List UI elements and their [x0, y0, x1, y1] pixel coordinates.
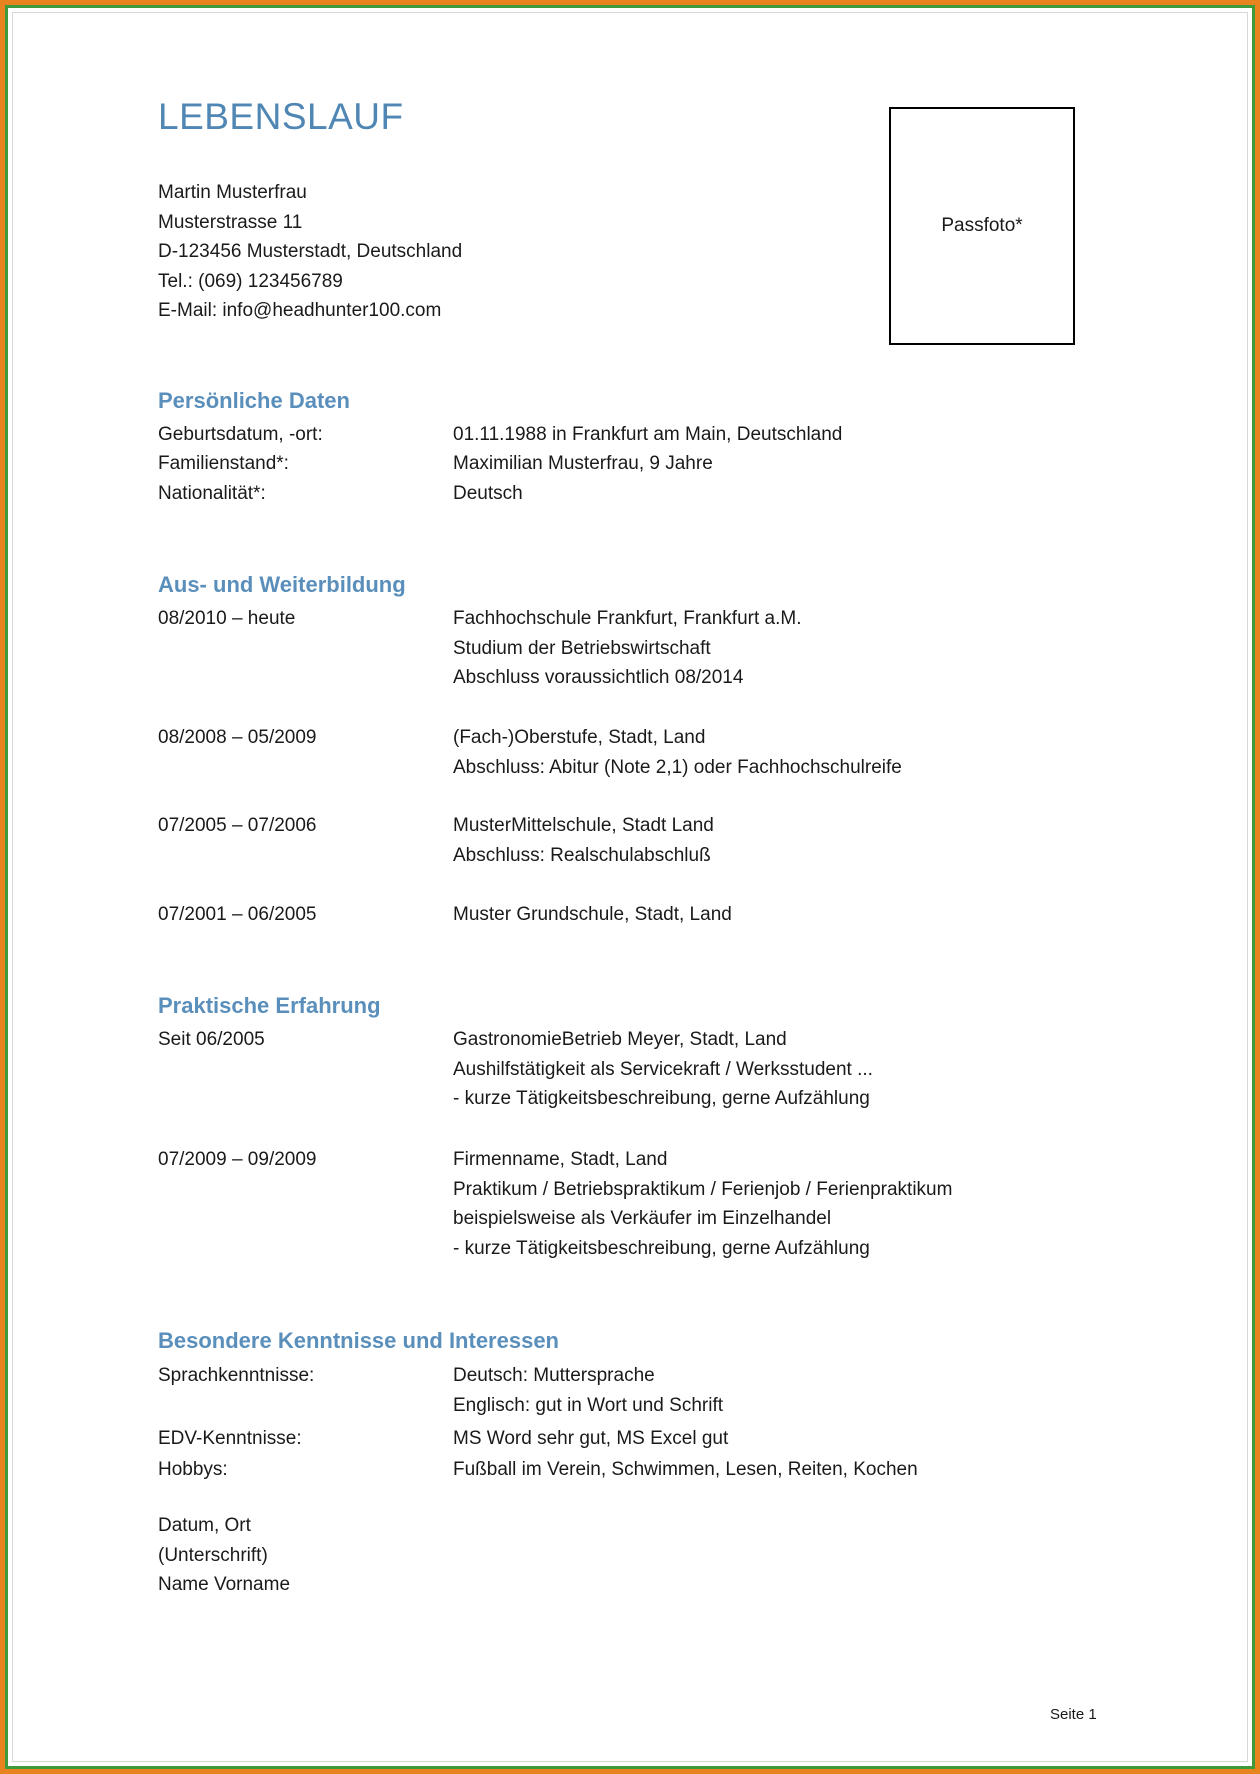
section-title-skills: Besondere Kenntnisse und Interessen — [158, 1328, 559, 1353]
document-title: LEBENSLAUF — [158, 96, 404, 137]
contact-block — [158, 178, 462, 326]
contact-phone: Tel.: (069) 123456789 — [158, 270, 343, 292]
row-line: GastronomieBetrieb Meyer, Stadt, Land — [453, 1029, 787, 1050]
row-label: 08/2010 – heute — [158, 608, 296, 629]
row-label: Seit 06/2005 — [158, 1029, 265, 1050]
row-line: (Fach-)Oberstufe, Stadt, Land — [453, 727, 706, 748]
signature-date-place: Datum, Ort — [158, 1515, 251, 1536]
row-value — [453, 900, 732, 930]
row-label: 07/2009 – 09/2009 — [158, 1149, 317, 1170]
row-line: - kurze Tätigkeitsbeschreibung, gerne Aufzählung — [453, 1237, 870, 1259]
row-value — [453, 449, 713, 479]
row-line: Praktikum / Betriebspraktikum / Ferienjob / Ferienpraktikum — [453, 1178, 953, 1200]
row-label: 07/2005 – 07/2006 — [158, 815, 317, 836]
row-value — [453, 1424, 728, 1454]
section-title-personal: Persönliche Daten — [158, 388, 350, 413]
row-line: Muster Grundschule, Stadt, Land — [453, 904, 732, 925]
row-label: 07/2001 – 06/2005 — [158, 904, 317, 925]
row-line: Aushilfstätigkeit als Servicekraft / Werksstudent ... — [453, 1058, 873, 1080]
row-line: MS Word sehr gut, MS Excel gut — [453, 1428, 729, 1449]
contact-street: Musterstrasse 11 — [158, 211, 303, 233]
row-value — [453, 1145, 952, 1263]
row-value — [453, 604, 801, 693]
row-value — [453, 420, 842, 450]
row-line: Firmenname, Stadt, Land — [453, 1149, 668, 1170]
section-title-education: Aus- und Weiterbildung — [158, 572, 406, 597]
contact-email: E-Mail: info@headhunter100.com — [158, 300, 442, 321]
row-line: Studium der Betriebswirtschaft — [453, 637, 711, 659]
row-line: Englisch: gut in Wort und Schrift — [453, 1394, 723, 1416]
row-line: Maximilian Musterfrau, 9 Jahre — [453, 453, 713, 474]
row-label: Geburtsdatum, -ort: — [158, 424, 323, 445]
row-line: Abschluss: Abitur (Note 2,1) oder Fachhochschulreife — [453, 756, 902, 778]
page-number: Seite 1 — [1050, 1706, 1097, 1723]
row-label: EDV-Kenntnisse: — [158, 1428, 302, 1449]
signature-block — [158, 1511, 290, 1600]
row-line: - kurze Tätigkeitsbeschreibung, gerne Aufzählung — [453, 1088, 870, 1109]
row-label: Familienstand*: — [158, 453, 289, 474]
row-line: Fußball im Verein, Schwimmen, Lesen, Reiten, Kochen — [453, 1459, 918, 1480]
row-value — [453, 811, 714, 870]
contact-city: D-123456 Musterstadt, Deutschland — [158, 241, 463, 262]
row-label: Sprachkenntnisse: — [158, 1365, 315, 1386]
row-value — [453, 1025, 873, 1114]
row-line: MusterMittelschule, Stadt Land — [453, 815, 714, 836]
photo-placeholder — [889, 107, 1075, 345]
row-value — [453, 479, 523, 509]
photo-label: Passfoto* — [941, 215, 1023, 236]
row-line: beispielsweise als Verkäufer im Einzelhandel — [453, 1208, 832, 1229]
contact-name: Martin Musterfrau — [158, 182, 307, 203]
row-value — [453, 723, 902, 782]
signature-name: Name Vorname — [158, 1574, 291, 1595]
section-title-experience: Praktische Erfahrung — [158, 993, 381, 1018]
row-value — [453, 1361, 723, 1420]
row-value — [453, 1455, 918, 1485]
row-line: Abschluss: Realschulabschluß — [453, 844, 711, 866]
signature-line: (Unterschrift) — [158, 1544, 268, 1566]
row-line: Deutsch: Muttersprache — [453, 1365, 655, 1386]
row-line: 01.11.1988 in Frankfurt am Main, Deutschland — [453, 424, 843, 445]
row-line: Deutsch — [453, 483, 523, 504]
row-label: Nationalität*: — [158, 483, 266, 504]
row-label: 08/2008 – 05/2009 — [158, 727, 317, 748]
row-label: Hobbys: — [158, 1459, 228, 1480]
row-line: Fachhochschule Frankfurt, Frankfurt a.M. — [453, 608, 802, 629]
row-line: Abschluss voraussichtlich 08/2014 — [453, 667, 744, 688]
